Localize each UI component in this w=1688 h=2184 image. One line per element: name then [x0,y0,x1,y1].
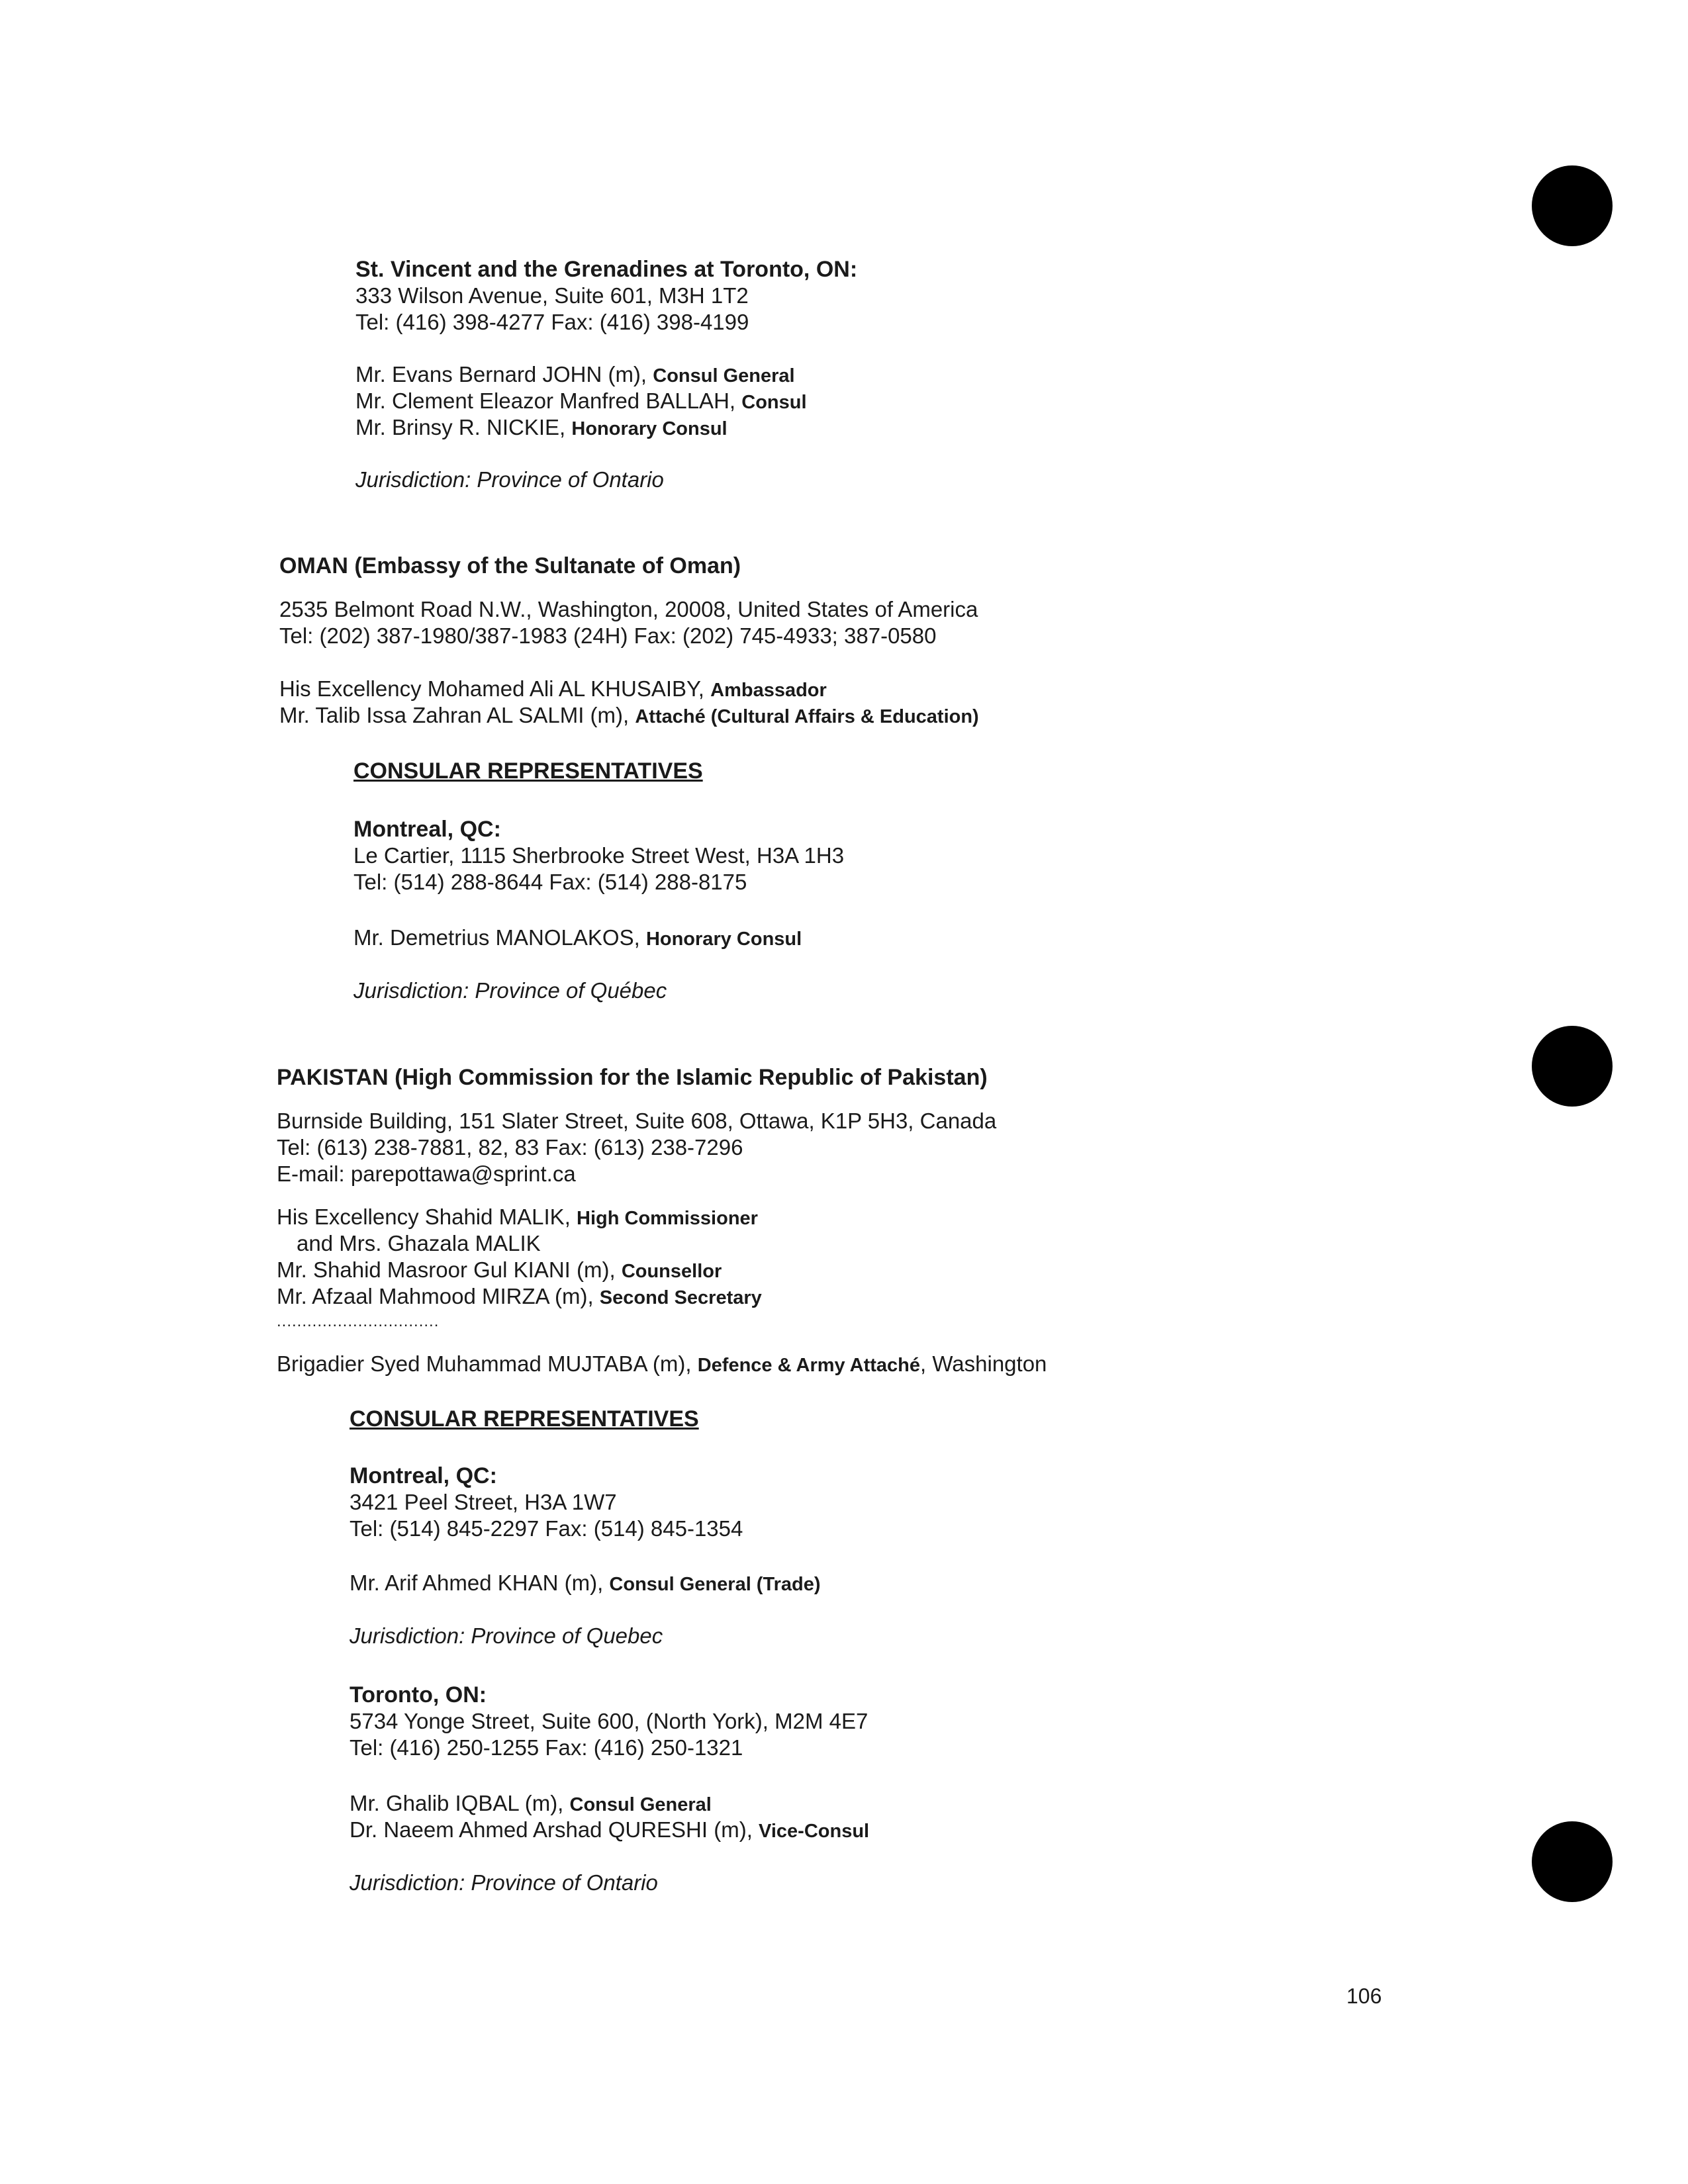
oman-heading: OMAN (Embassy of the Sultanate of Oman) [279,553,741,578]
svg-heading: St. Vincent and the Grenadines at Toronto, ON: [355,257,858,282]
oman-staff-2: Mr. Talib Issa Zahran AL SALMI (m), Attaché (Cultural Affairs & Education) [279,703,979,727]
pakistan-montreal-staff-1: Mr. Arif Ahmed KHAN (m), Consul General (Trade) [350,1570,821,1595]
pakistan-email: E-mail: parepottawa@sprint.ca [277,1161,576,1186]
pakistan-toronto-staff-1: Mr. Ghalib IQBAL (m), Consul General [350,1791,712,1815]
pakistan-staff-4: Mr. Afzaal Mahmood MIRZA (m), Second Secretary [277,1284,762,1308]
page-number: 106 [1346,1984,1382,2008]
oman-tel: Tel: (202) 387-1980/387-1983 (24H) Fax: (202) 745-4933; 387-0580 [279,623,937,648]
pakistan-toronto-staff-2: Dr. Naeem Ahmed Arshad QURESHI (m), Vice-Consul [350,1817,870,1842]
oman-consular-title: CONSULAR REPRESENTATIVES [353,758,703,784]
pakistan-staff-3: Mr. Shahid Masroor Gul KIANI (m), Counsellor [277,1257,722,1282]
pakistan-tel: Tel: (613) 238-7881, 82, 83 Fax: (613) 238-7296 [277,1135,743,1160]
oman-montreal-address: Le Cartier, 1115 Sherbrooke Street West, H3A 1H3 [353,843,845,868]
punch-hole-top [1532,165,1613,246]
oman-montreal-staff-1: Mr. Demetrius MANOLAKOS, Honorary Consul [353,925,802,950]
pakistan-montreal-tel: Tel: (514) 845-2297 Fax: (514) 845-1354 [350,1516,743,1541]
pakistan-toronto-heading: Toronto, ON: [350,1682,487,1707]
svg-address: 333 Wilson Avenue, Suite 601, M3H 1T2 [355,283,749,308]
pakistan-toronto-tel: Tel: (416) 250-1255 Fax: (416) 250-1321 [350,1735,743,1760]
pakistan-staff-2: and Mrs. Ghazala MALIK [297,1231,541,1255]
pakistan-toronto-jurisdiction: Jurisdiction: Province of Ontario [350,1870,658,1895]
svg-jurisdiction: Jurisdiction: Province of Ontario [355,467,664,492]
pakistan-attache: Brigadier Syed Muhammad MUJTABA (m), Defence & Army Attaché, Washington [277,1351,1047,1376]
oman-montreal-tel: Tel: (514) 288-8644 Fax: (514) 288-8175 [353,870,747,894]
pakistan-toronto-address: 5734 Yonge Street, Suite 600, (North York), M2M 4E7 [350,1709,868,1733]
pakistan-heading: PAKISTAN (High Commission for the Islamic Republic of Pakistan) [277,1065,988,1090]
oman-staff-1: His Excellency Mohamed Ali AL KHUSAIBY, Ambassador [279,676,827,701]
punch-hole-bottom [1532,1821,1613,1902]
oman-montreal-heading: Montreal, QC: [353,817,501,842]
oman-address: 2535 Belmont Road N.W., Washington, 20008, United States of America [279,597,978,621]
pakistan-staff-1: His Excellency Shahid MALIK, High Commissioner [277,1205,758,1229]
pakistan-montreal-heading: Montreal, QC: [350,1463,497,1488]
punch-hole-middle [1532,1026,1613,1107]
pakistan-montreal-address: 3421 Peel Street, H3A 1W7 [350,1490,617,1514]
pakistan-montreal-jurisdiction: Jurisdiction: Province of Quebec [350,1623,663,1648]
svg-tel: Tel: (416) 398-4277 Fax: (416) 398-4199 [355,310,749,334]
oman-montreal-jurisdiction: Jurisdiction: Province of Québec [353,978,667,1003]
pakistan-address: Burnside Building, 151 Slater Street, Suite 608, Ottawa, K1P 5H3, Canada [277,1109,997,1133]
pakistan-consular-title: CONSULAR REPRESENTATIVES [350,1406,699,1432]
pakistan-separator: ................................ [277,1312,440,1330]
